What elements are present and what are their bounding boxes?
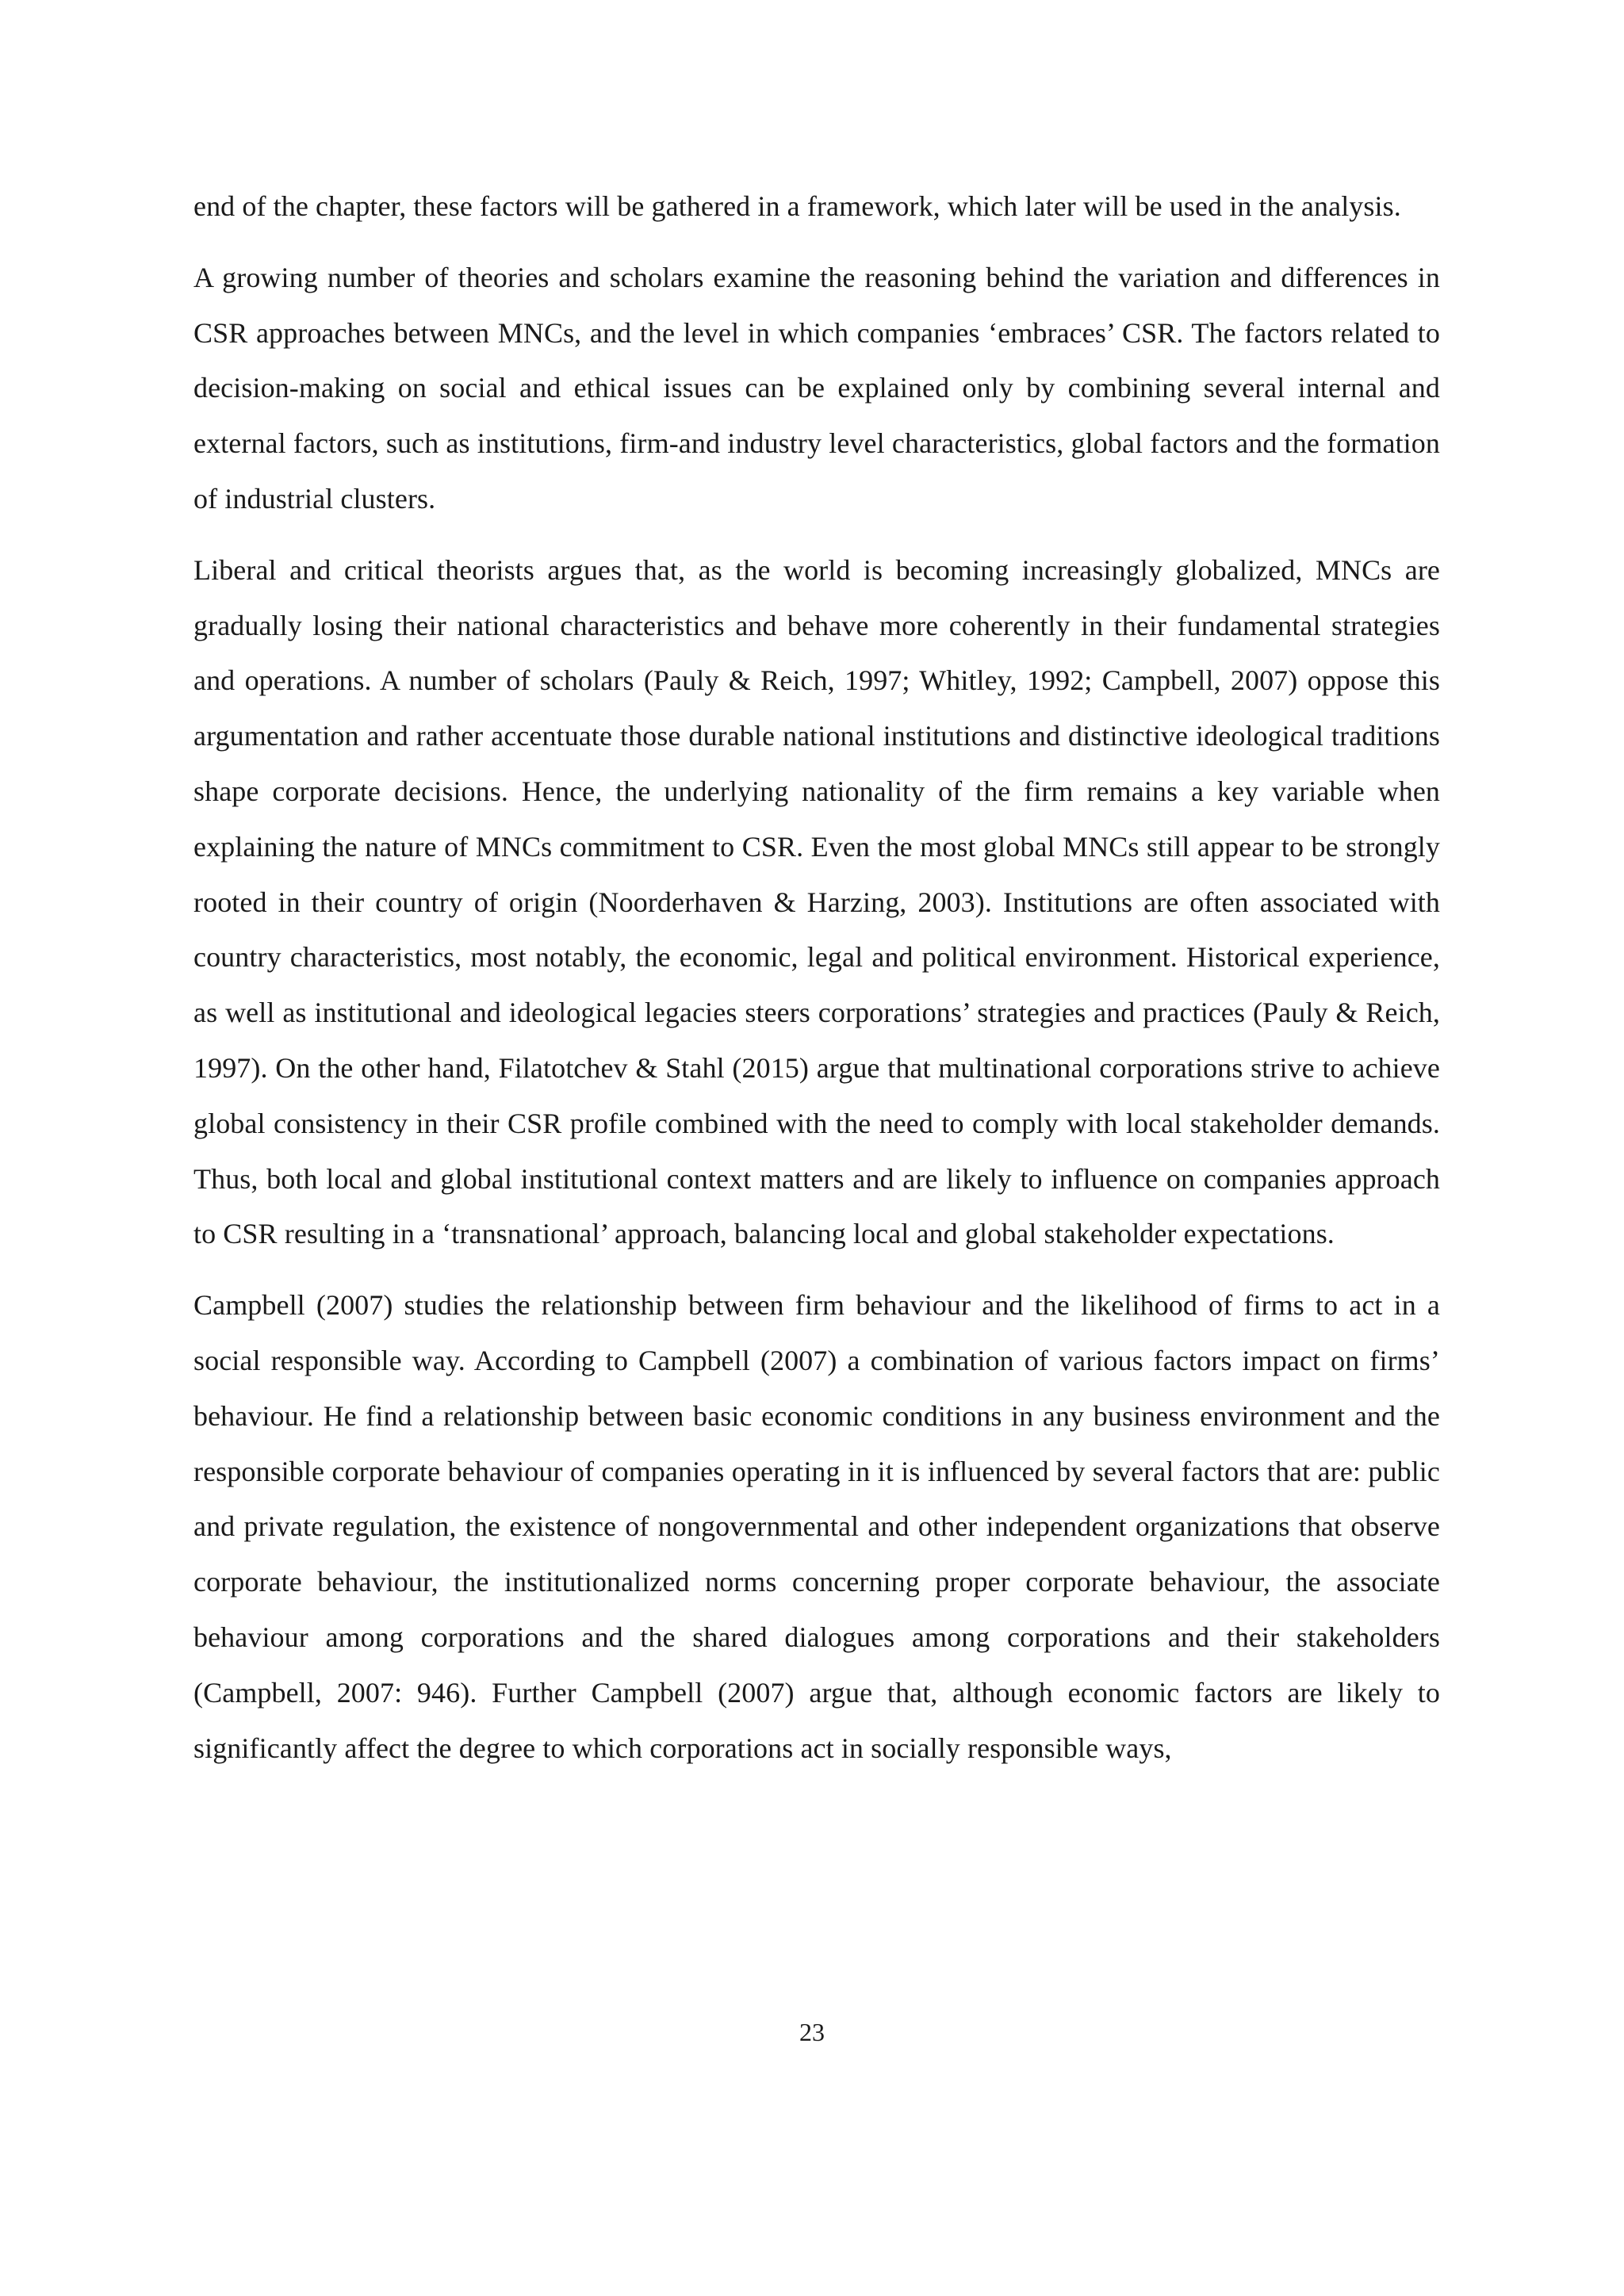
paragraph-2: A growing number of theories and scholars examine the reasoning behind the variation and differences in CSR approaches between MNCs, and the level in which companies ‘embraces’ CSR. The factors related to decision-making on social and ethical issues can be explained only by combining several internal and external factors, such as institutions, firm-and industry level characteristics, global factors and the formation of industrial clusters. [193, 261, 1440, 515]
body-text [193, 179, 1440, 1792]
paragraph-1: end of the chapter, these factors will be gathered in a framework, which later will be used in the analysis. [193, 190, 1401, 222]
paragraph-3: Liberal and critical theorists argues that, as the world is becoming increasingly globalized, MNCs are gradually losing their national characteristics and behave more coherently in their fundamental strategies and operations. A number of scholars (Pauly & Reich, 1997; Whitley, 1992; Campbell, 2007) oppose this argumentation and rather accentuate those durable national institutions and distinctive ideological traditions shape corporate decisions. Hence, the underlying nationality of the firm remains a key variable when explaining the nature of MNCs commitment to CSR. Even the most global MNCs still appear to be strongly rooted in their country of origin (Noorderhaven & Harzing, 2003). Institutions are often associated with country characteristics, most notably, the economic, legal and political environment. Historical experience, as well as institutional and ideological legacies steers corporations’ strategies and practices (Pauly & Reich, 1997). On the other hand, Filatotchev & Stahl (2015) argue that multinational corporations strive to achieve global consistency in their CSR profile combined with the need to comply with local stakeholder demands. Thus, both local and global institutional context matters and are likely to influence on companies approach to CSR resulting in a ‘transnational’ approach, balancing local and global stakeholder expectations. [193, 553, 1440, 1250]
paragraph-4: Campbell (2007) studies the relationship between firm behaviour and the likelihood of firms to act in a social responsible way. According to Campbell (2007) a combination of various factors impact on firms’ behaviour. He find a relationship between basic economic conditions in any business environment and the responsible corporate behaviour of companies operating in it is influenced by several factors that are: public and private regulation, the existence of nongovernmental and other independent organizations that observe corporate behaviour, the institutionalized norms concerning proper corporate behaviour, the associate behaviour among corporations and the shared dialogues among corporations and their stakeholders (Campbell, 2007: 946). Further Campbell (2007) argue that, although economic factors are likely to significantly affect the degree to which corporations act in socially responsible ways, [193, 1289, 1440, 1764]
page-number: 23 [799, 2018, 825, 2046]
